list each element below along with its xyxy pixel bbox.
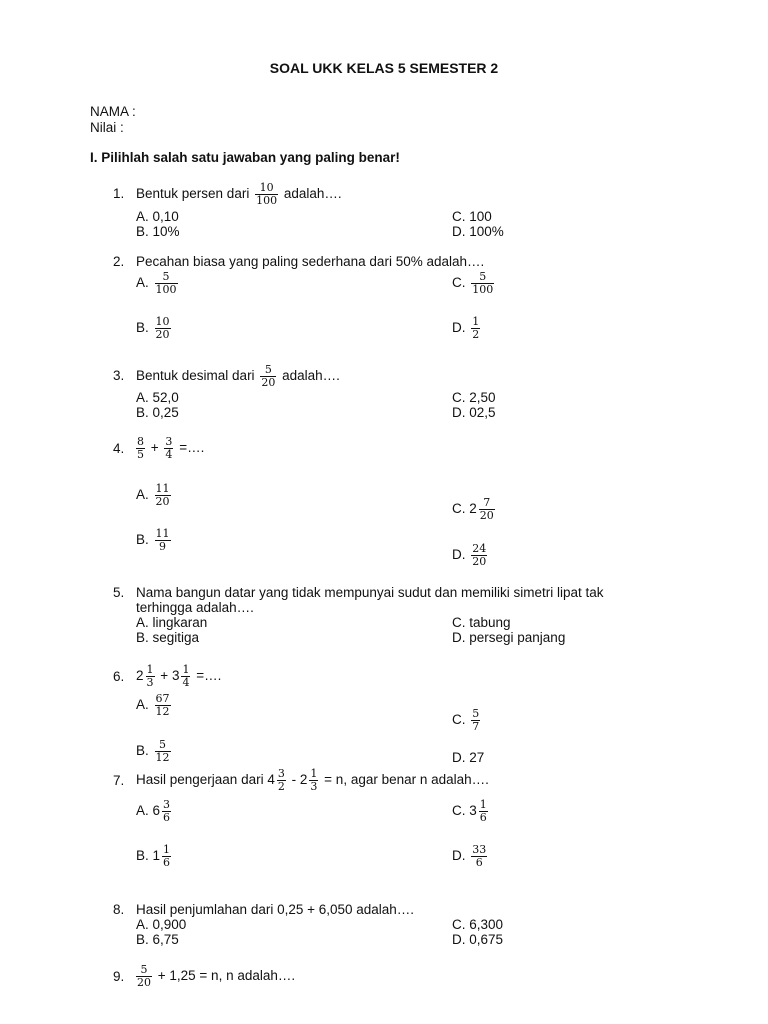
q2-text: Pecahan biasa yang paling sederhana dari 50% adalah…. [136, 254, 485, 269]
q2-option-c: C. $\frac{5}{100}$ [452, 269, 494, 296]
q4-option-b: B. $\frac{11}{9}$ [136, 526, 170, 553]
q3-number: 3. [113, 368, 125, 383]
q1-text: Bentuk persen dari $\frac{10}{100}$ adalah…. [136, 180, 342, 207]
score-field: Nilai : [90, 120, 124, 135]
q4-option-d: D. $\frac{24}{20}$ [452, 541, 487, 568]
q2-option-b: B. $\frac{10}{20}$ [136, 314, 170, 341]
q7-option-a: A. 6 $\frac{3}{6}$ [136, 797, 171, 824]
q2-number: 2. [113, 254, 125, 269]
q4-option-c: C. 2 $\frac{7}{20}$ [452, 495, 494, 522]
q6-number: 6. [113, 669, 125, 684]
q6-option-a: A. $\frac{67}{12}$ [136, 691, 170, 718]
q1-option-a: A. 0,10 [136, 209, 179, 224]
q8-option-b: B. 6,75 [136, 932, 179, 947]
q2-option-d: D. $\frac{1}{2}$ [452, 314, 480, 341]
q4-number: 4. [113, 441, 125, 456]
q7-number: 7. [113, 773, 125, 788]
q3-option-a: A. 52,0 [136, 390, 179, 405]
q8-option-d: D. 0,675 [452, 932, 504, 947]
q5-number: 5. [113, 585, 125, 600]
q7-option-c: C. 3 $\frac{1}{6}$ [452, 797, 487, 824]
q4-text: $\frac{8}{5}$ + $\frac{3}{4}$ =…. [137, 434, 205, 461]
q5-option-d: D. persegi panjang [452, 630, 566, 645]
q1-fraction: $\frac{10}{100}$ [256, 180, 278, 207]
q3-option-b: B. 0,25 [136, 405, 179, 420]
instruction: I. Pilihlah salah satu jawaban yang paling benar! [90, 150, 400, 165]
q3-option-c: C. 2,50 [452, 390, 496, 405]
q5-option-a: A. lingkaran [136, 615, 208, 630]
q6-option-b: B. $\frac{5}{12}$ [136, 737, 170, 764]
q8-option-a: A. 0,900 [136, 917, 187, 932]
q6-text: 2 $\frac{1}{3}$ + 3 $\frac{1}{4}$ =…. [136, 662, 222, 689]
q2-option-a: A. $\frac{5}{100}$ [136, 269, 177, 296]
q8-option-c: C. 6,300 [452, 917, 504, 932]
page-title: SOAL UKK KELAS 5 SEMESTER 2 [269, 60, 499, 76]
q8-text: Hasil penjumlahan dari 0,25 + 6,050 adalah…. [136, 902, 415, 917]
q7-option-d: D. $\frac{33}{6}$ [452, 842, 487, 869]
q1-number: 1. [113, 186, 125, 201]
q8-number: 8. [113, 902, 125, 917]
q3-fraction: $\frac{5}{20}$ [261, 362, 276, 389]
q3-text: Bentuk desimal dari $\frac{5}{20}$ adalah…. [136, 362, 340, 389]
name-field: NAMA : [90, 104, 136, 119]
q5-text-line1: Nama bangun datar yang tidak mempunyai sudut dan memiliki simetri lipat tak [136, 585, 604, 600]
q6-option-c: C. $\frac{5}{7}$ [452, 706, 480, 733]
q9-number: 9. [113, 969, 125, 984]
q3-option-d: D. 02,5 [452, 405, 496, 420]
q6-option-d: D. 27 [452, 750, 485, 765]
q5-text-line2: terhingga adalah…. [136, 600, 254, 615]
q5-option-c: C. tabung [452, 615, 511, 630]
q1-option-c: C. 100 [452, 209, 492, 224]
q1-option-b: B. 10% [136, 224, 180, 239]
q4-option-a: A. $\frac{11}{20}$ [136, 481, 170, 508]
q7-option-b: B. 1 $\frac{1}{6}$ [136, 842, 171, 869]
q9-text: $\frac{5}{20}$ + 1,25 = n, n adalah…. [137, 962, 296, 989]
q1-option-d: D. 100% [452, 224, 504, 239]
q7-text: Hasil pengerjaan dari 4 $\frac{3}{2}$ - 2 $\frac{1}{3}$ = n, agar benar n adalah…. [136, 766, 489, 793]
q5-option-b: B. segitiga [136, 630, 200, 645]
